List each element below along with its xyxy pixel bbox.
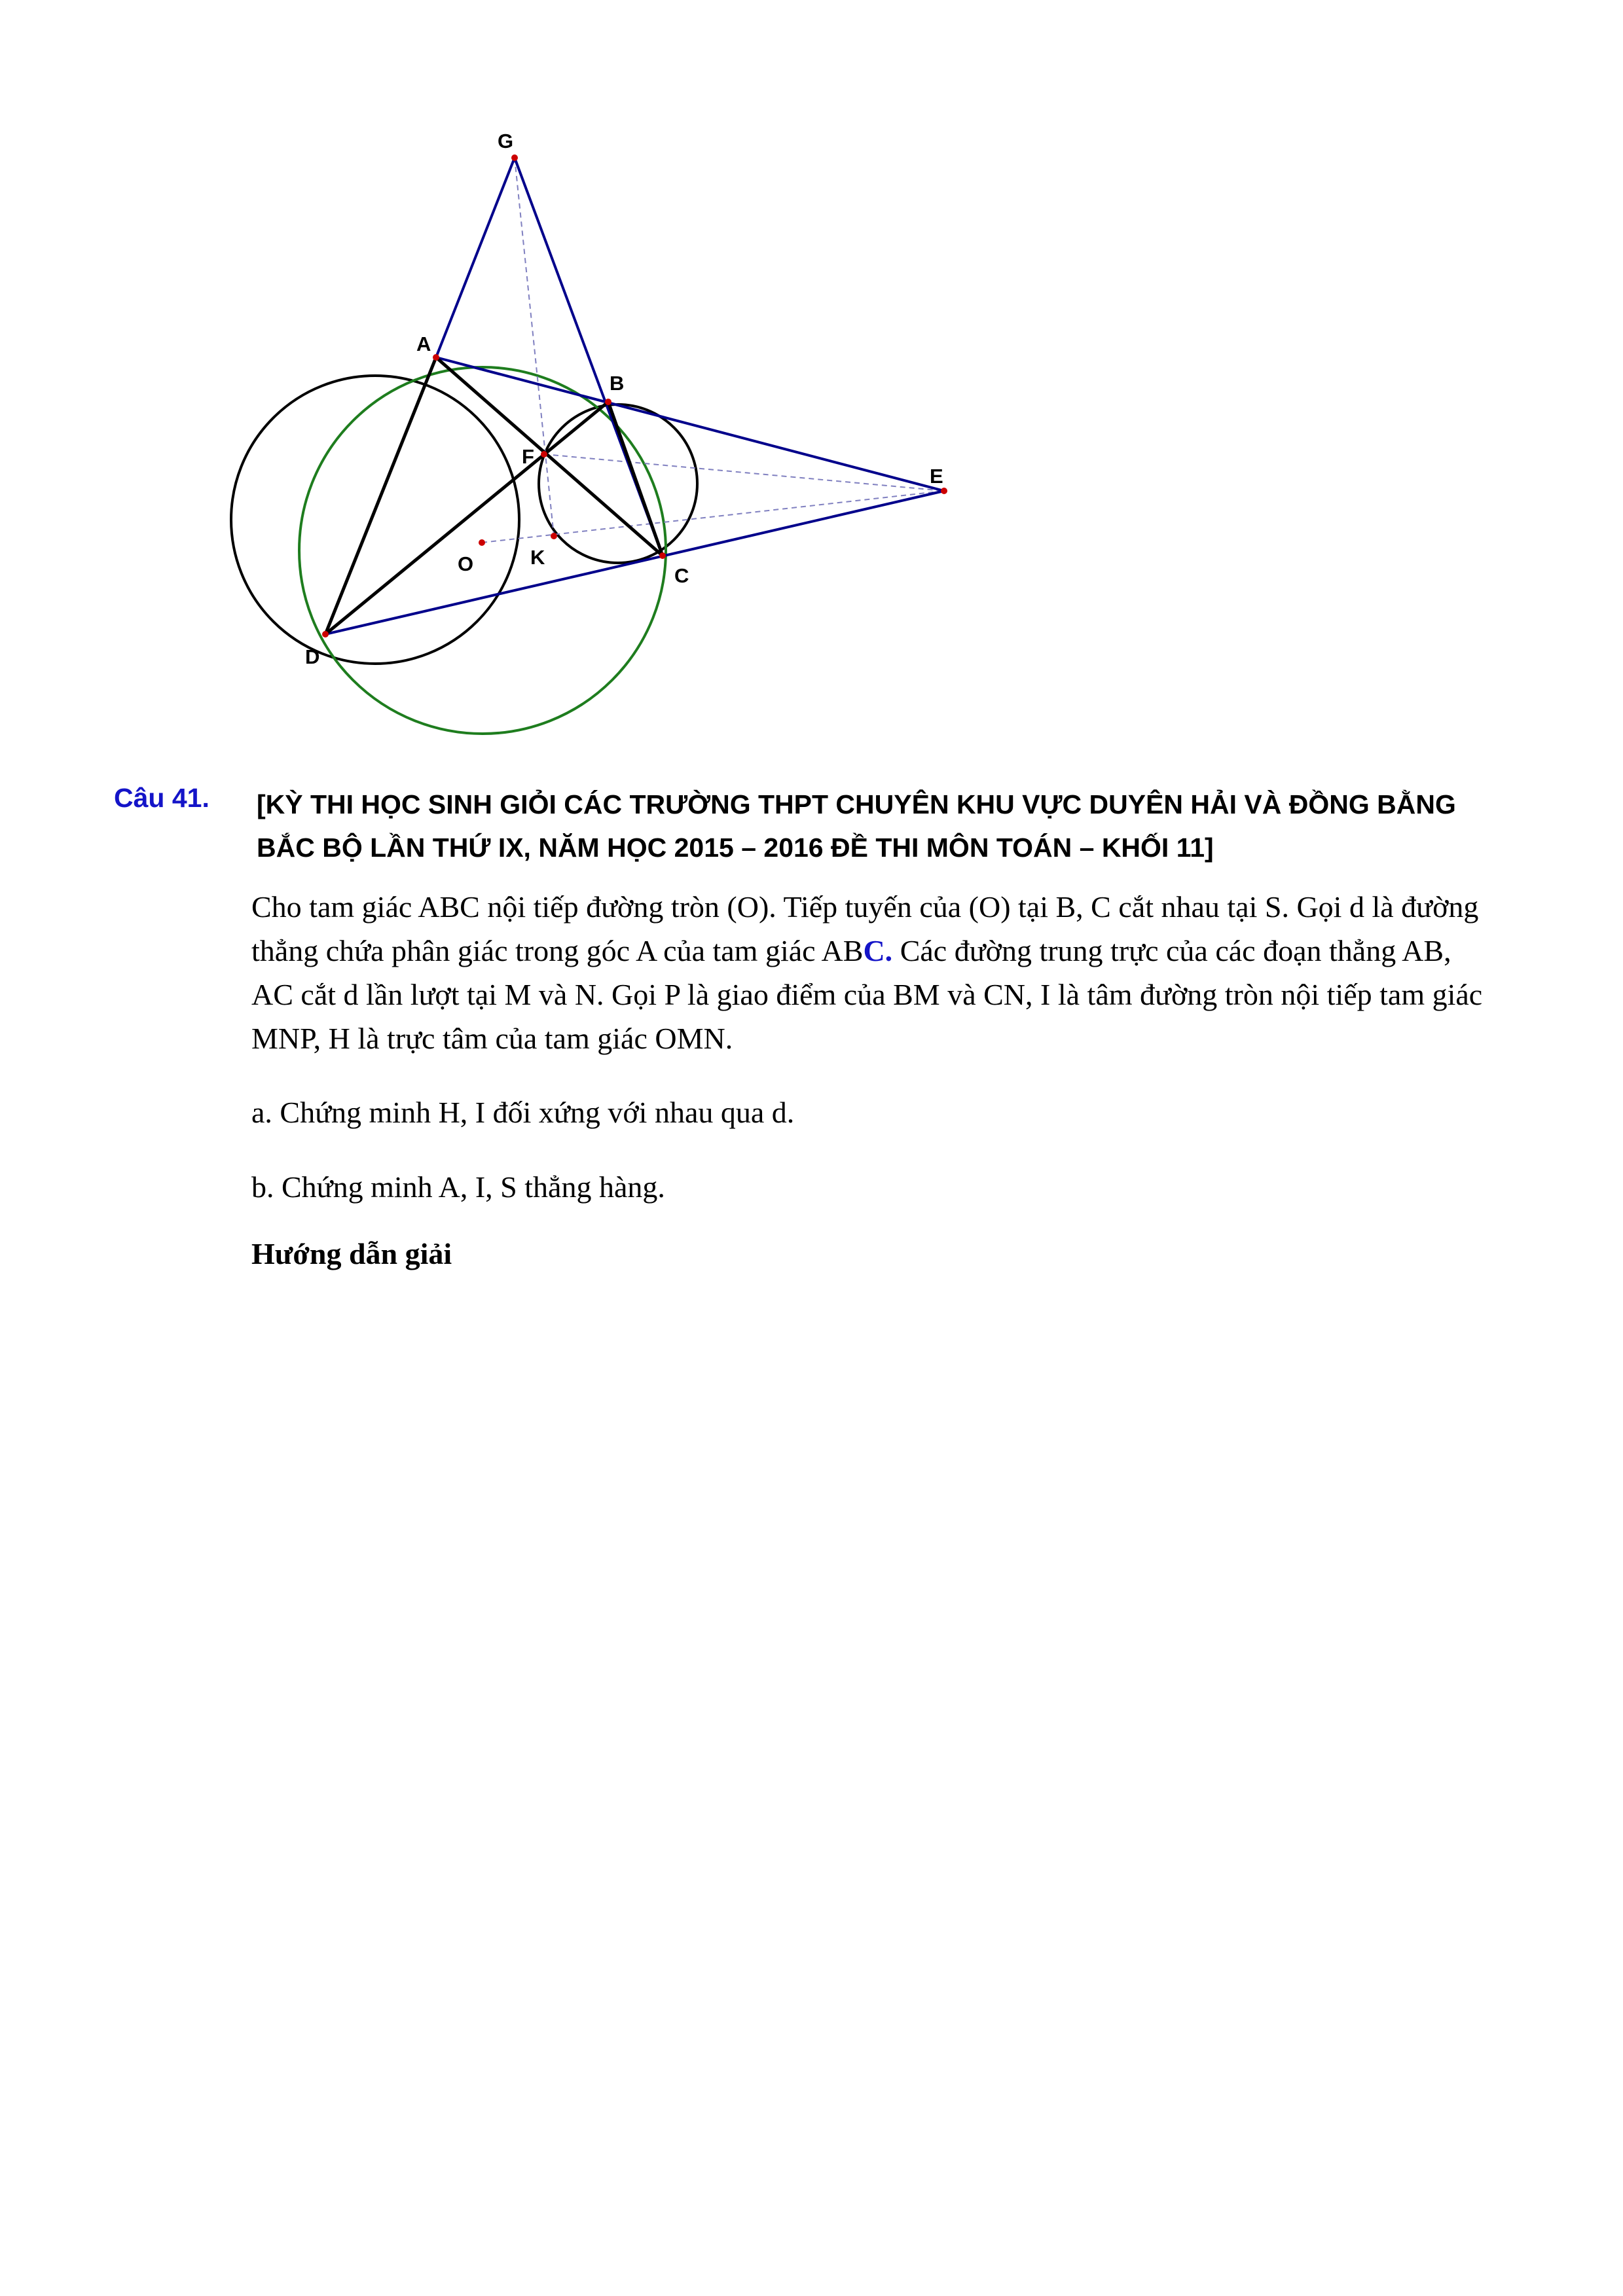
point-g <box>511 154 518 161</box>
paragraph-highlight: C. <box>863 934 893 967</box>
label-c: C <box>674 564 689 587</box>
point-o <box>479 539 485 546</box>
circle-black-large <box>231 376 519 664</box>
paragraph-text-after: Các đường trung trực của các đoạn thẳng AB, AC cắt d lần lượt tại M và N. Gọi P là giao điểm của BM và CN, I là tâm đường tròn nội tiếp tam giác MNP, H là trực tâm của tam giác OMN. <box>251 934 1483 1055</box>
geometry-figure <box>0 0 1623 772</box>
line-bd <box>325 402 608 634</box>
question-paragraph <box>251 885 1495 1060</box>
point-f <box>541 451 547 457</box>
question-number: Câu 41. <box>114 783 210 813</box>
label-f: F <box>522 445 534 468</box>
label-e: E <box>930 465 943 488</box>
label-k: K <box>530 546 545 569</box>
label-b: B <box>610 372 625 395</box>
point-a <box>433 354 439 361</box>
line-de <box>325 491 944 634</box>
label-o: O <box>458 552 474 575</box>
point-c <box>659 552 666 559</box>
label-g: G <box>498 130 514 152</box>
label-d: D <box>305 645 320 668</box>
line-ge-a <box>436 158 515 357</box>
solution-heading: Hướng dẫn giải <box>251 1237 452 1270</box>
points <box>322 154 947 637</box>
dashed-line-gk <box>515 158 554 536</box>
label-a: A <box>416 332 431 355</box>
question-source: [KỲ THI HỌC SINH GIỎI CÁC TRƯỜNG THPT CHUYÊN KHU VỰC DUYÊN HẢI VÀ ĐỒNG BẰNG BẮC BỘ LẦN THỨ IX, NĂM HỌC 2015 – 2016 ĐỀ THI MÔN TOÁN – KHỐI 11] <box>257 789 1456 863</box>
point-d <box>322 631 329 637</box>
dashed-line-fe <box>544 454 944 491</box>
paragraph-text-before: Cho tam giác ABC nội tiếp đường tròn (O). Tiếp tuyến của (O) tại B, C cắt nhau tại S. Gọi d là đường thẳng chứa phân giác trong góc A của tam giác AB <box>251 890 1479 967</box>
point-b <box>605 399 611 405</box>
part-a: a. Chứng minh H, I đối xứng với nhau qua d. <box>251 1096 795 1129</box>
point-k <box>551 533 557 539</box>
point-e <box>941 488 947 494</box>
part-b: b. Chứng minh A, I, S thẳng hàng. <box>251 1170 665 1204</box>
